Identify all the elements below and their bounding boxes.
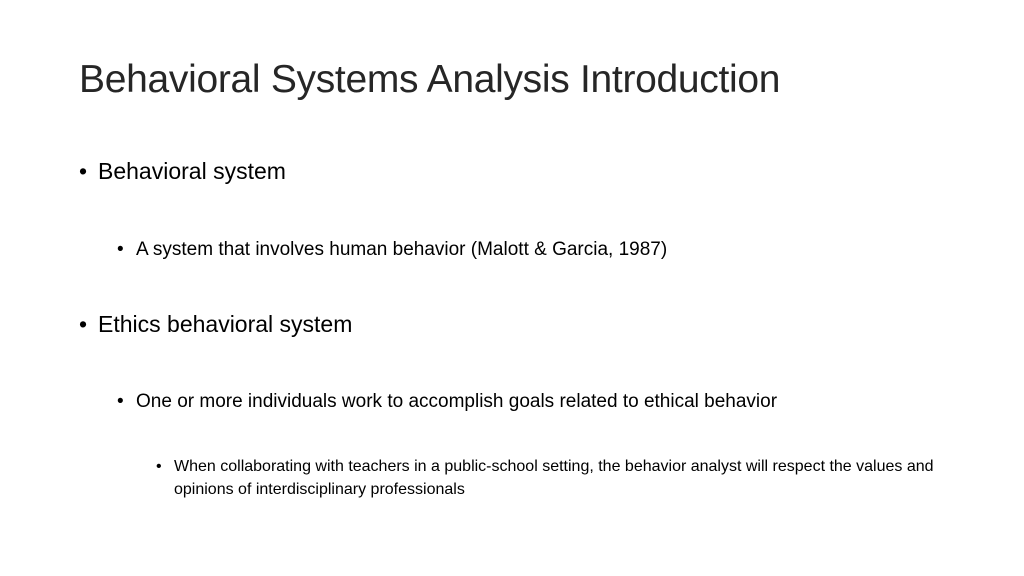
slide-title: Behavioral Systems Analysis Introduction <box>79 58 781 101</box>
bullet-dot-icon: • <box>79 311 88 337</box>
bullet-text: Ethics behavioral system <box>98 311 353 337</box>
bullet-collaboration-example <box>156 455 956 501</box>
bullet-ethics-behavioral-system <box>79 311 352 339</box>
bullet-text: A system that involves human behavior (Malott & Garcia, 1987) <box>136 239 668 260</box>
bullet-ethics-definition <box>117 391 777 414</box>
bullet-text: One or more individuals work to accomplish goals related to ethical behavior <box>136 391 778 412</box>
bullet-text: Behavioral system <box>98 158 286 184</box>
bullet-behavioral-system <box>79 158 286 186</box>
bullet-dot-icon: • <box>117 391 124 412</box>
bullet-dot-icon: • <box>156 458 162 475</box>
bullet-dot-icon: • <box>117 239 124 260</box>
bullet-system-definition <box>117 239 667 262</box>
bullet-text: When collaborating with teachers in a public-school setting, the behavior analyst will respect the values and opinions of interdisciplinary professionals <box>174 458 934 499</box>
bullet-dot-icon: • <box>79 158 88 184</box>
